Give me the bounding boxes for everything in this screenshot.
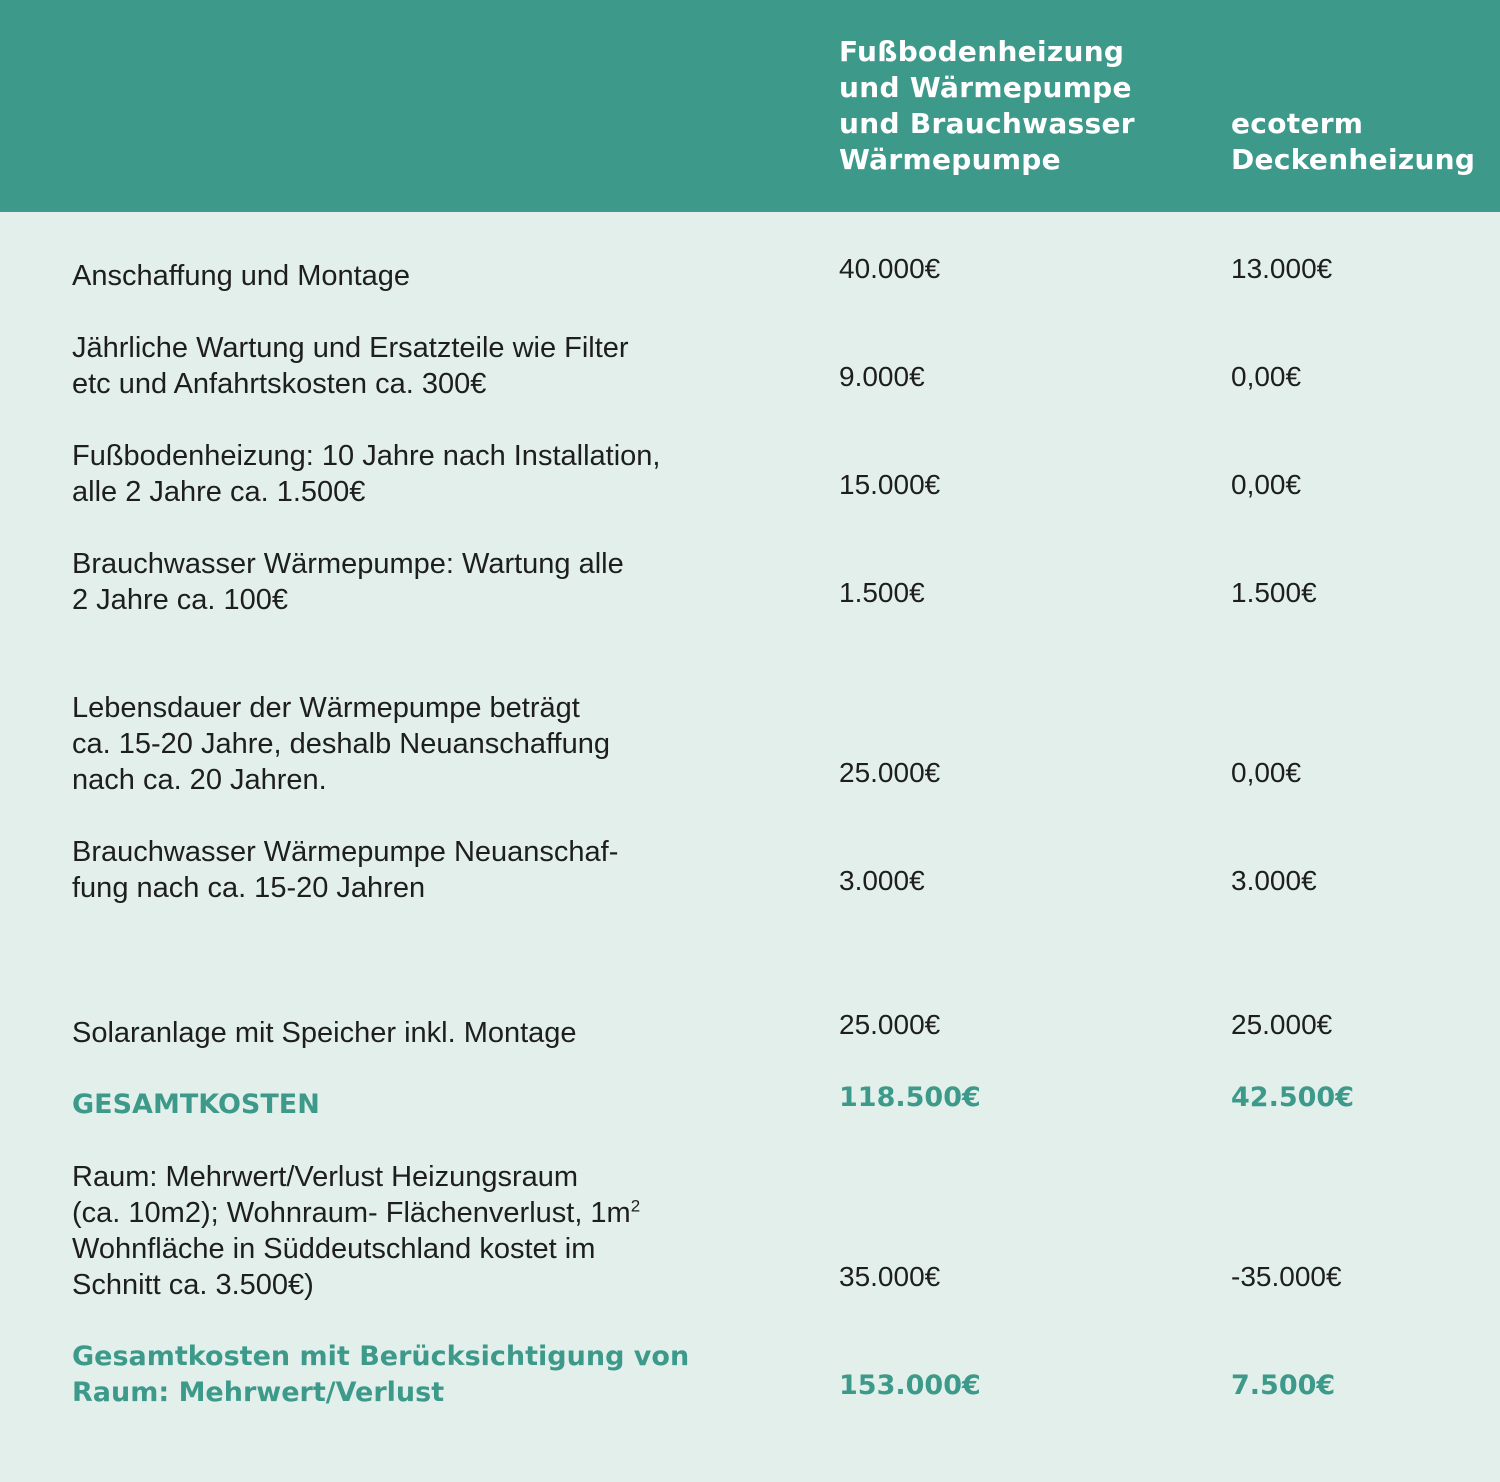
row-label-anschaffung: Anschaffung und Montage [72,260,411,292]
row-value-col2: 1.500€ [1231,577,1317,608]
row-label-raum-part1: Raum: Mehrwert/Verlust Heizungsraum (ca. 10m2); Wohnraum- Flächenverlust, 1m [72,1161,631,1229]
column-header-ecoterm: ecoterm Deckenheizung [1231,107,1476,176]
row-label-neuanschaffung: Brauchwasser Wärmepumpe Neuanschaf- fung nach ca. 15-20 Jahren [72,836,619,904]
row-value-col2: 3.000€ [1231,865,1317,896]
total-label: GESAMTKOSTEN [72,1089,320,1120]
grand-total-value-col1: 153.000€ [839,1370,981,1401]
row-label-wartung: Jährliche Wartung und Ersatzteile wie Filter etc und Anfahrtskosten ca. 300€ [72,332,629,400]
row-value-col1: 9.000€ [839,361,925,392]
row-label-solaranlage: Solaranlage mit Speicher inkl. Montage [72,1017,577,1049]
row-value-col2: 0,00€ [1231,757,1302,788]
row-value-col2: 0,00€ [1231,361,1302,392]
table-header [0,0,1500,212]
row-label-lebensdauer: Lebensdauer der Wärmepumpe beträgt ca. 15-20 Jahre, deshalb Neuanschaffung nach ca. 20 Jahren. [72,692,610,796]
row-value-col1: 35.000€ [839,1261,941,1292]
row-value-col1: 25.000€ [839,757,941,788]
row-value-col1: 3.000€ [839,865,925,896]
row-value-col1: 1.500€ [839,577,925,608]
row-value-col2: 25.000€ [1231,1009,1333,1040]
total-value-col2: 42.500€ [1231,1082,1354,1113]
row-value-col2: 13.000€ [1231,253,1333,284]
row-value-col1: 25.000€ [839,1009,941,1040]
row-label-raum-part2: Wohnfläche in Süddeutschland kostet im Schnitt ca. 3.500€) [72,1233,596,1301]
row-label-fussbodenheizung: Fußbodenheizung: 10 Jahre nach Installation, alle 2 Jahre ca. 1.500€ [72,440,661,508]
row-label-brauchwasser-wartung: Brauchwasser Wärmepumpe: Wartung alle 2 Jahre ca. 100€ [72,548,624,616]
row-label-raum [72,1159,732,1303]
row-value-col2: 0,00€ [1231,469,1302,500]
row-value-col1: 15.000€ [839,469,941,500]
grand-total-label: Gesamtkosten mit Berücksichtigung von Raum: Mehrwert/Verlust [72,1341,690,1408]
total-value-col1: 118.500€ [839,1082,981,1113]
superscript-square: 2 [630,1196,641,1216]
grand-total-value-col2: 7.500€ [1231,1370,1336,1401]
row-value-col2: -35.000€ [1231,1261,1342,1292]
row-value-col1: 40.000€ [839,253,941,284]
column-header-floor-heating: Fußbodenheizung und Wärmepumpe und Brauchwasser Wärmepumpe [839,35,1135,176]
